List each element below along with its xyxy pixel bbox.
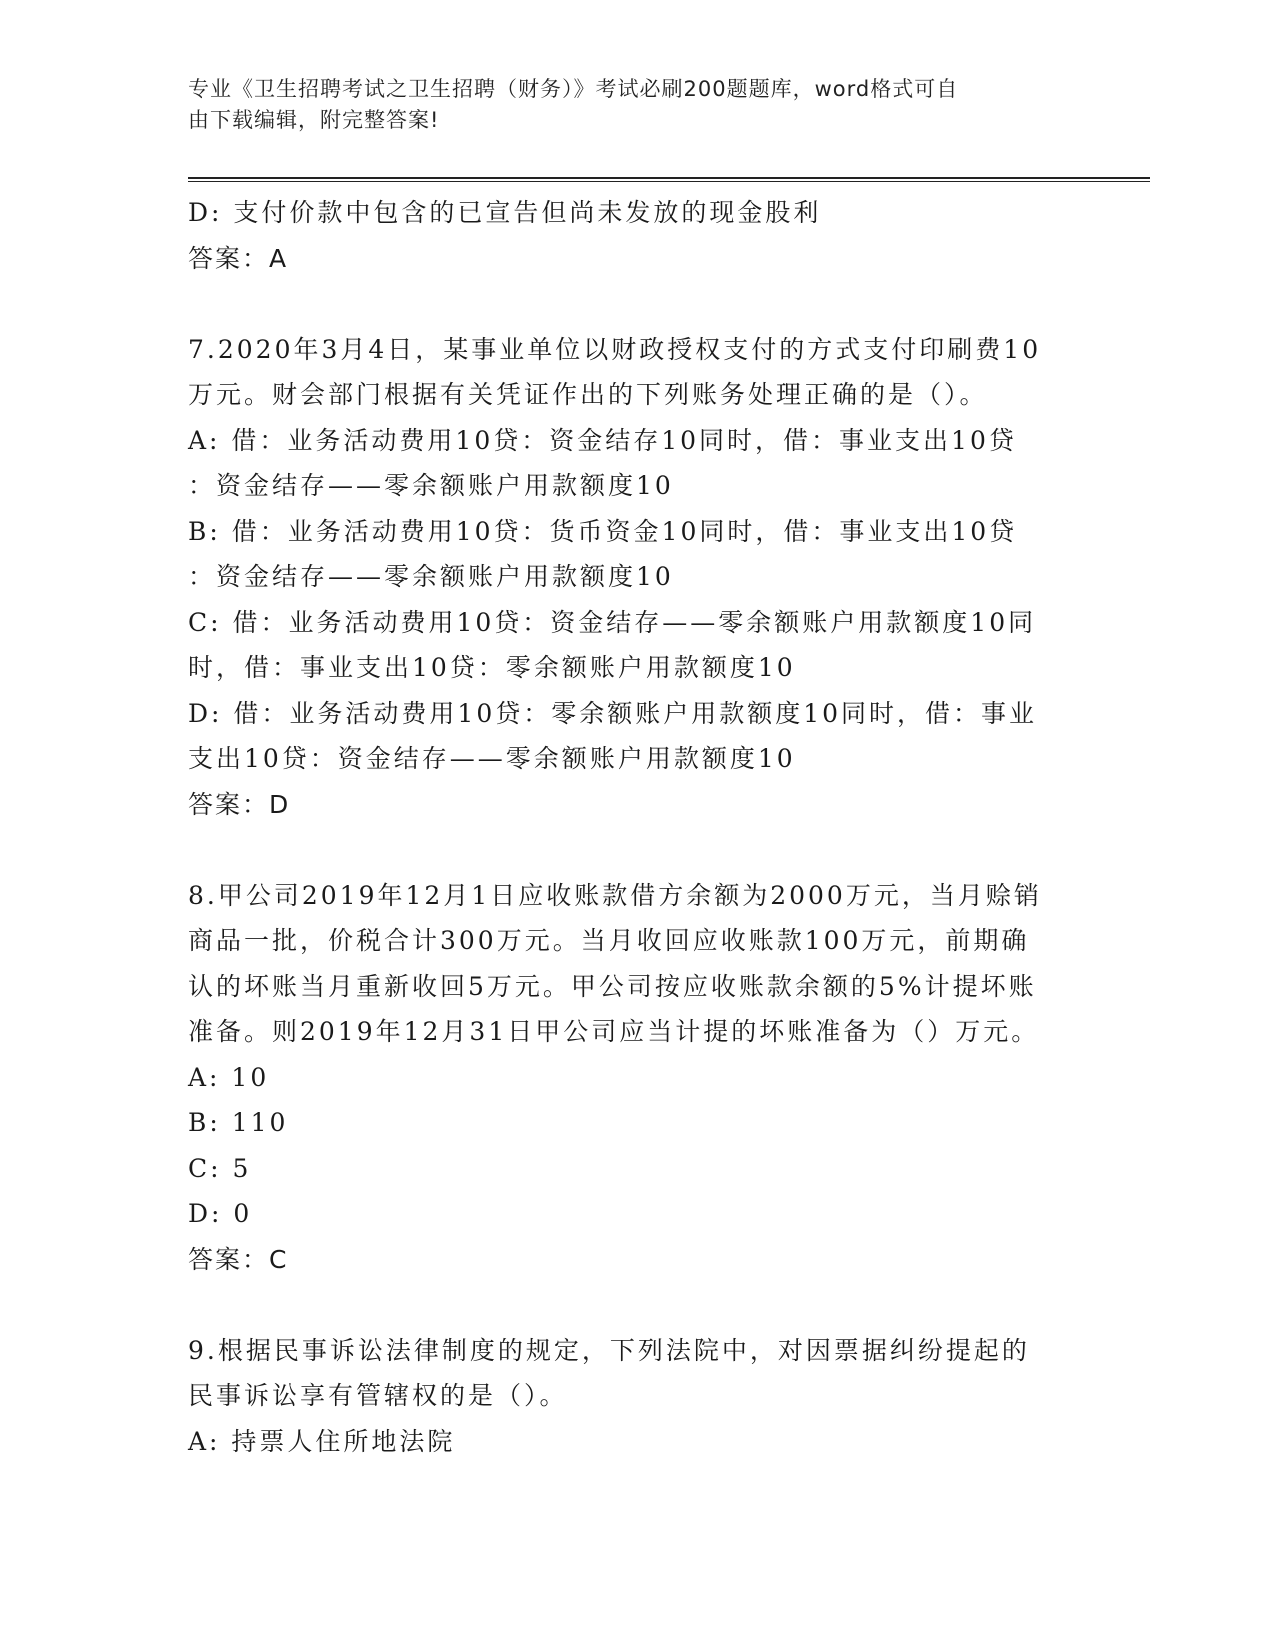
question-stem: 万元。财会部门根据有关凭证作出的下列账务处理正确的是（）。: [188, 380, 988, 409]
option-b: B: 借：业务活动费用10贷：货币资金10同时，借：事业支出10贷: [188, 516, 1018, 546]
option-a: ：资金结存——零余额账户用款额度10: [188, 471, 674, 500]
option-d: D: 0: [188, 1199, 253, 1228]
answer: 答案：D: [188, 789, 291, 819]
question-stem: 民事诉讼享有管辖权的是（）。: [188, 1381, 568, 1410]
question-6-tail: [188, 190, 1088, 281]
option-a: A: 10: [188, 1062, 270, 1092]
question-9: [188, 1328, 1088, 1465]
spacer: [188, 281, 1088, 327]
spacer: [188, 827, 1088, 873]
header-title-line-1: 专业《卫生招聘考试之卫生招聘（财务）》考试必刷200题题库，word格式可自: [188, 77, 959, 101]
answer: 答案：C: [188, 1244, 289, 1274]
option-d: D: 借：业务活动费用10贷：零余额账户用款额度10同时，借：事业: [188, 698, 1038, 728]
question-stem: 商品一批，价税合计300万元。当月收回应收账款100万元，前期确: [188, 926, 1030, 955]
option-b: B: 110: [188, 1108, 289, 1137]
question-7: [188, 327, 1088, 828]
option-c: 时，借：事业支出10贷：零余额账户用款额度10: [188, 653, 796, 682]
question-stem: 认的坏账当月重新收回5万元。甲公司按应收账款余额的5%计提坏账: [188, 971, 1037, 1001]
option-d: D: 支付价款中包含的已宣告但尚未发放的现金股利: [188, 198, 822, 227]
option-a: A: 借：业务活动费用10贷：资金结存10同时，借：事业支出10贷: [188, 425, 1017, 455]
option-d: 支出10贷：资金结存——零余额账户用款额度10: [188, 744, 796, 773]
option-a: A: 持票人住所地法院: [188, 1426, 456, 1456]
header-divider: [188, 177, 1150, 182]
header-title-line-2: 由下载编辑，附完整答案!: [188, 108, 440, 132]
spacer: [188, 1282, 1088, 1328]
document-body: [188, 190, 1088, 1464]
answer: 答案：A: [188, 243, 289, 273]
question-stem: 9.根据民事诉讼法律制度的规定，下列法院中，对因票据纠纷提起的: [188, 1335, 1030, 1365]
question-8: [188, 873, 1088, 1283]
option-c: C: 5: [188, 1153, 252, 1183]
question-stem: 准备。则2019年12月31日甲公司应当计提的坏账准备为（）万元。: [188, 1017, 1040, 1046]
question-stem: 7.2020年3月4日，某事业单位以财政授权支付的方式支付印刷费10: [188, 334, 1042, 364]
question-stem: 8.甲公司2019年12月1日应收账款借方余额为2000万元，当月赊销: [188, 880, 1042, 910]
option-c: C: 借：业务活动费用10贷：资金结存——零余额账户用款额度10同: [188, 607, 1037, 637]
page-header: [188, 74, 1068, 136]
option-b: ：资金结存——零余额账户用款额度10: [188, 562, 674, 591]
